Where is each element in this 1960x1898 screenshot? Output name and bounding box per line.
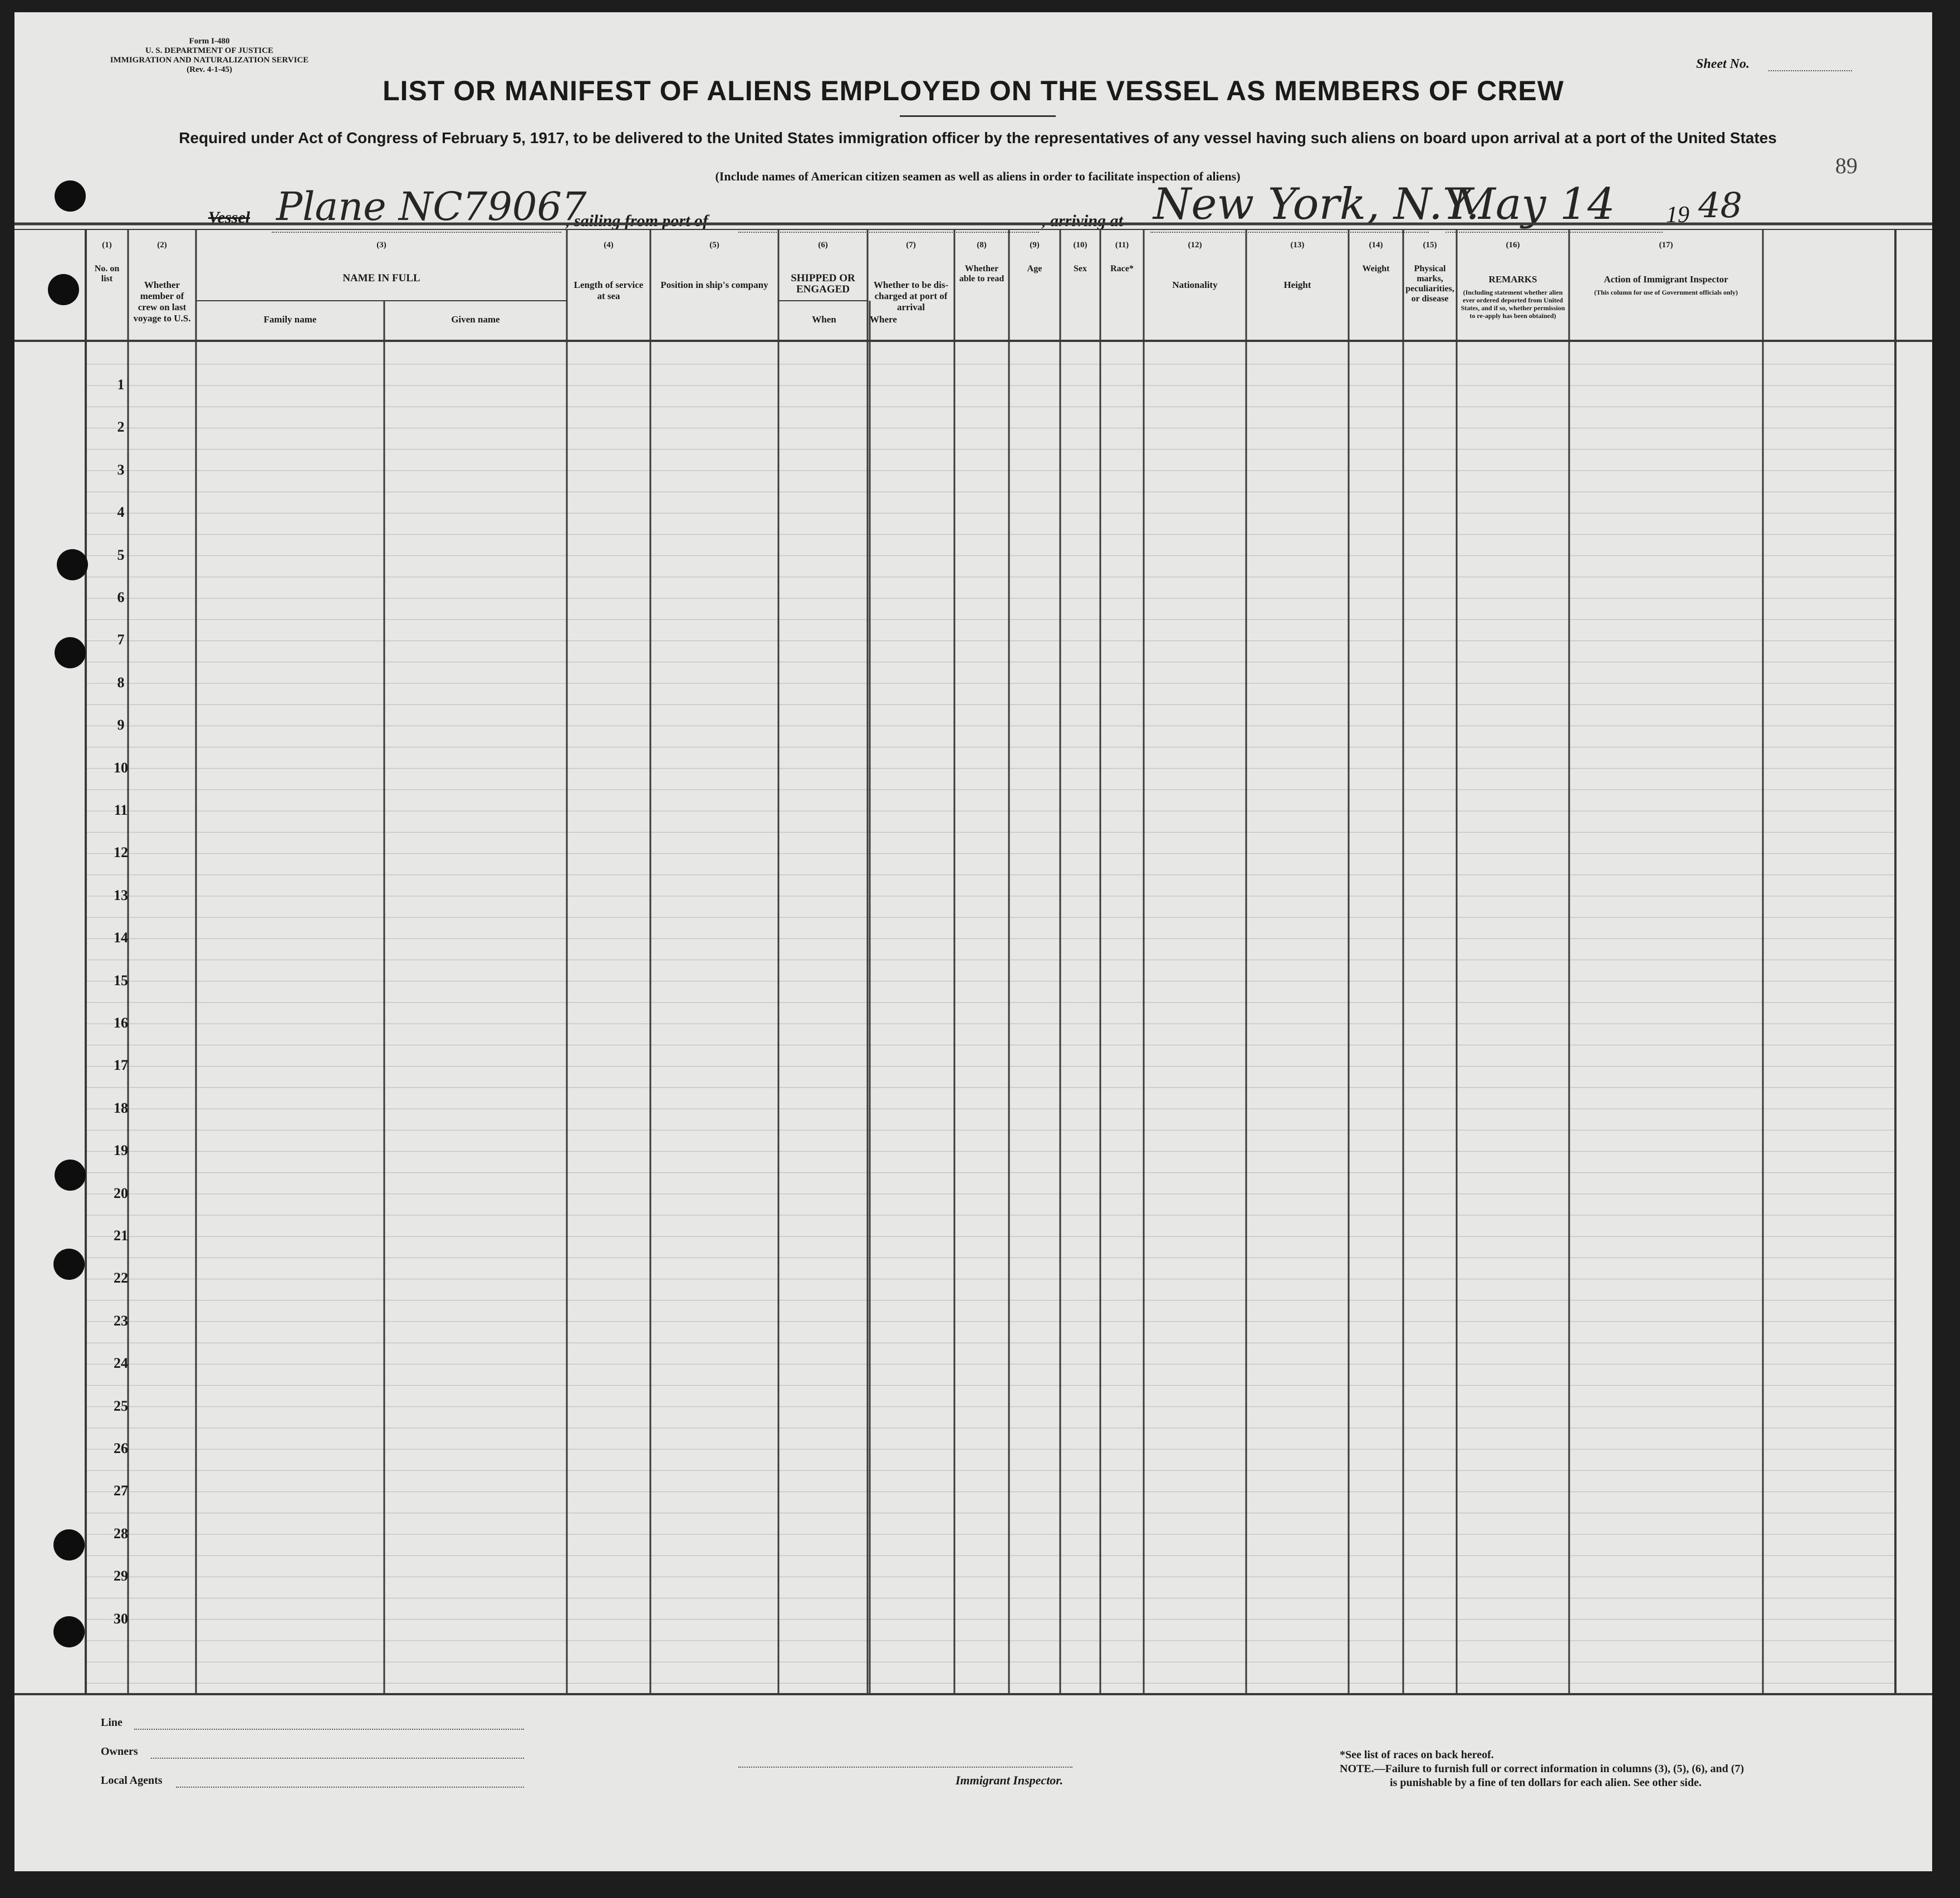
column-header: SHIPPED OR ENGAGED	[791, 272, 855, 295]
form-number: Form I-480	[189, 37, 230, 46]
row-number: 6	[117, 589, 125, 605]
department: U. S. DEPARTMENT OF JUSTICE	[145, 46, 274, 55]
races-note: *See list of races on back hereof.	[1340, 1749, 1494, 1761]
penalty-note-line1: NOTE.—Failure to furnish full or correct information in columns (3), (5), (6), and (7)	[1340, 1763, 1745, 1775]
punch-hole	[53, 1616, 85, 1647]
column-header: Position in ship's company	[660, 280, 768, 290]
punch-hole	[57, 549, 88, 580]
punch-hole	[53, 1249, 85, 1280]
row-number: 18	[114, 1099, 128, 1116]
row-number: 17	[114, 1057, 128, 1074]
page-number-stamp: 89	[1835, 153, 1858, 178]
column-note: (This column for use of Government officials only)	[1594, 288, 1738, 296]
local-agents-field[interactable]	[176, 1787, 524, 1788]
column-header: Whether member of crew on last voyage to U.S.	[133, 280, 191, 324]
column-number: (7)	[906, 241, 916, 250]
vessel-name-field[interactable]: Plane NC79067	[276, 184, 587, 229]
form-footer	[14, 1700, 1932, 1839]
row-number: 25	[114, 1397, 128, 1414]
column-subheader: Where	[870, 314, 897, 325]
column-number: (17)	[1659, 241, 1673, 250]
local-agents-label: Local Agents	[101, 1774, 163, 1787]
page-title: LIST OR MANIFEST OF ALIENS EMPLOYED ON THE VESSEL AS MEMBERS OF CREW	[383, 75, 1564, 106]
row-number: 8	[117, 674, 125, 691]
column-subheader: When	[812, 314, 836, 325]
owners-label: Owners	[101, 1745, 138, 1758]
column-header: Action of Immigrant Inspector	[1604, 274, 1728, 285]
column-header: REMARKS	[1488, 274, 1537, 285]
penalty-note	[1340, 1762, 1841, 1790]
row-number: 27	[114, 1483, 128, 1499]
row-number: 21	[114, 1227, 128, 1244]
column-header: Race*	[1110, 264, 1134, 273]
punch-hole	[55, 1160, 86, 1191]
row-number: 9	[117, 717, 125, 733]
arrival-date-field[interactable]: May 14	[1451, 179, 1615, 229]
row-number: 29	[114, 1568, 128, 1584]
column-subheader: Family name	[263, 314, 317, 325]
row-number: 15	[114, 972, 128, 989]
column-number: (3)	[376, 241, 386, 250]
row-number: 28	[114, 1525, 128, 1542]
row-number: 23	[114, 1312, 128, 1329]
column-number: (10)	[1073, 241, 1087, 250]
line-field[interactable]	[134, 1729, 524, 1730]
year-prefix: 19	[1666, 202, 1689, 228]
column-number: (9)	[1030, 241, 1040, 250]
inspector-label: Immigrant Inspector.	[955, 1773, 1064, 1787]
row-number: 16	[114, 1015, 128, 1031]
column-number: (12)	[1188, 241, 1202, 250]
row-number: 20	[114, 1185, 128, 1201]
column-number: (2)	[157, 241, 167, 250]
row-number: 19	[114, 1142, 128, 1159]
column-header: Whether to be dis-charged at port of arrival	[873, 280, 949, 312]
row-number: 22	[114, 1270, 128, 1286]
column-note: (Including statement whether alien ever ordered deported from United States, and if so, whether permission to re-apply has been obtained)	[1461, 288, 1565, 320]
column-header: Sex	[1074, 264, 1087, 273]
owners-field[interactable]	[151, 1758, 524, 1759]
service: IMMIGRATION AND NATURALIZATION SERVICE	[110, 56, 309, 65]
revision: (Rev. 4-1-45)	[187, 65, 232, 74]
row-number: 11	[114, 802, 128, 818]
arrival-port-field[interactable]: New York, N.Y.	[1153, 179, 1480, 229]
row-number: 14	[114, 930, 128, 946]
subtitle: Required under Act of Congress of February 5, 1917, to be delivered to the United States immigration officer by the representatives of any vessel having such aliens on board upon arrival at a port of the United States	[179, 129, 1777, 146]
sailing-from-label: , sailing from port of	[566, 212, 708, 230]
row-number: 1	[117, 376, 125, 393]
manifest-sheet	[14, 12, 1932, 1871]
column-header: Whether able to read	[959, 264, 1004, 283]
row-number: 7	[117, 632, 125, 648]
column-number: (5)	[709, 241, 719, 250]
column-number: (1)	[102, 241, 112, 250]
column-number: (13)	[1290, 241, 1305, 250]
row-number: 3	[117, 461, 125, 478]
row-number: 4	[117, 504, 125, 521]
row-number: 2	[117, 419, 125, 436]
column-header: NAME IN FULL	[342, 272, 420, 284]
sheet-no-label: Sheet No.	[1696, 57, 1750, 71]
column-header: Age	[1027, 264, 1042, 273]
row-number: 10	[114, 759, 128, 776]
column-number: (6)	[818, 241, 828, 250]
column-header: Height	[1283, 280, 1311, 290]
column-number: (14)	[1369, 241, 1383, 250]
arriving-at-label: , arriving at	[1042, 212, 1123, 230]
column-number: (16)	[1506, 241, 1520, 250]
column-subheader: Given name	[451, 314, 500, 325]
row-number: 5	[117, 546, 125, 563]
vessel-label: Vessel	[208, 208, 250, 227]
row-number: 13	[114, 887, 128, 903]
inspector-signature-field[interactable]	[738, 1767, 1072, 1768]
column-number: (11)	[1115, 241, 1129, 250]
punch-hole	[48, 274, 79, 305]
column-number: (4)	[604, 241, 614, 250]
line-label: Line	[101, 1716, 122, 1729]
column-header: Nationality	[1172, 280, 1218, 290]
column-header: Length of service at sea	[574, 280, 644, 301]
row-number: 30	[114, 1610, 128, 1627]
row-number: 26	[114, 1440, 128, 1456]
punch-hole	[55, 637, 86, 668]
column-number: (8)	[977, 241, 987, 250]
year-suffix-field[interactable]: 48	[1698, 185, 1742, 226]
column-number: (15)	[1423, 241, 1437, 250]
column-header: Physical marks, peculiarities, or disease	[1405, 264, 1454, 304]
row-number: 24	[114, 1355, 128, 1372]
column-header: Weight	[1362, 264, 1390, 273]
punch-hole	[55, 180, 86, 212]
column-header: No. on list	[94, 264, 120, 283]
row-number: 12	[114, 844, 128, 861]
punch-hole	[53, 1529, 85, 1561]
penalty-note-line2: is punishable by a fine of ten dollars for each alien. See other side.	[1390, 1777, 1702, 1789]
instruction-note: (Include names of American citizen seamen as well as aliens in order to facilitate inspection of aliens)	[715, 169, 1241, 183]
